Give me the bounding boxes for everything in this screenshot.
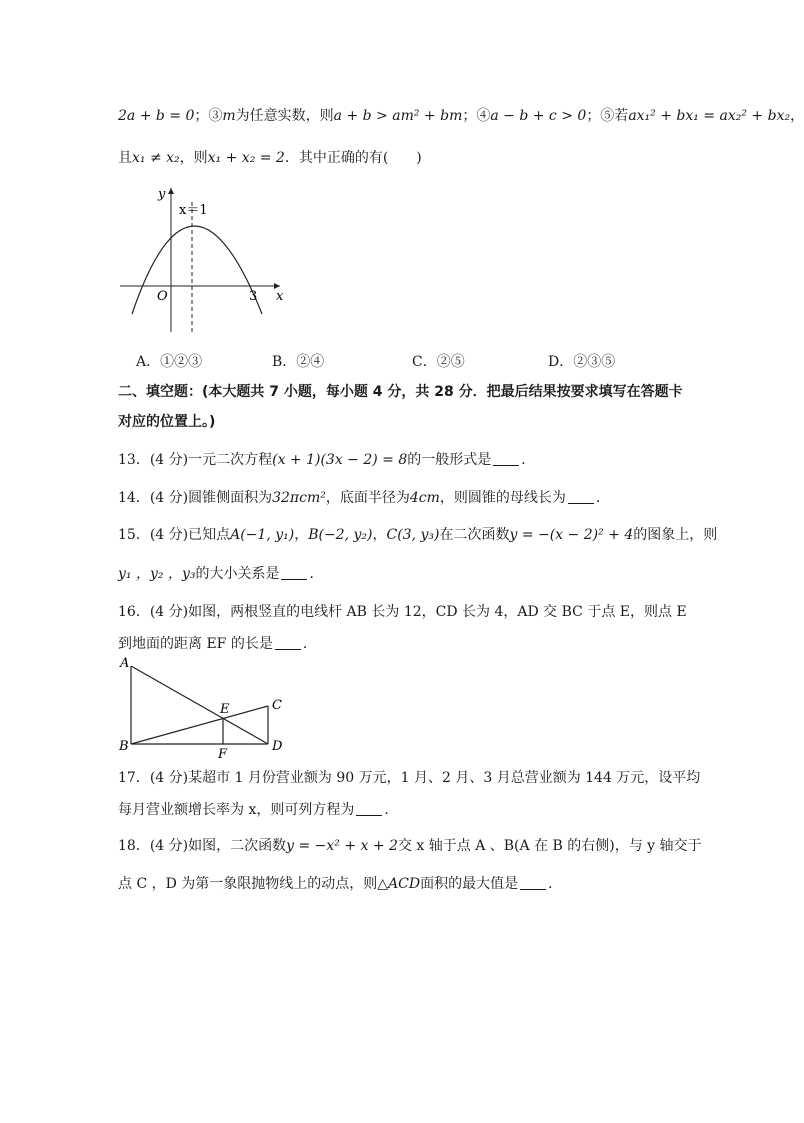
q12-sep2: ；④ — [462, 108, 491, 124]
q16-line2 — [118, 634, 317, 654]
q15-point-a: A(−1, y₁) — [230, 527, 295, 543]
q18-pre: 18．(4 分)如图，二次函数 — [118, 838, 287, 854]
q14-end: ． — [595, 490, 610, 506]
label-f: F — [218, 747, 228, 762]
option-a[interactable]: A．①②③ — [136, 354, 203, 370]
q16-line1: 16．(4 分)如图，两根竖直的电线杆 AB 长为 12，CD 长为 4，AD 交 BC 于点 E，则点 E — [118, 604, 687, 620]
q18-func: y = −x² + x + 2 — [286, 838, 398, 854]
segment-bc — [131, 706, 268, 744]
q12-cond3-expr: a + b > am² + bm — [333, 108, 463, 124]
q16-end: ． — [302, 636, 317, 652]
label-c: C — [272, 698, 282, 713]
segment-ad — [131, 666, 268, 744]
graph-axis-label: x＝1 — [179, 203, 208, 218]
section2-header-line1: 二、填空题：(本大题共 7 小题，每小题 4 分，共 28 分．把最后结果按要求填写在答题卡 — [118, 384, 683, 400]
q18-answer-blank[interactable] — [520, 875, 546, 890]
q17-answer-blank[interactable] — [356, 801, 382, 816]
q14-post: ，则圆锥的母线长为 — [439, 490, 566, 506]
label-a: A — [120, 656, 130, 671]
q12-cond2: 2a + b = 0 — [118, 108, 195, 124]
q12-line2-post: ．其中正确的有( ) — [284, 150, 422, 166]
graph-origin-label: O — [157, 289, 168, 304]
q15-end: ． — [309, 566, 324, 582]
parabola-curve — [132, 226, 262, 314]
q12-parabola-graph — [112, 182, 292, 342]
q12-line1: 2a + b = 0；③m为任意实数，则a + b > am² + bm；④a − b + c > 0；⑤若ax₁² + bx₁ = ax₂² + bx₂， — [118, 108, 804, 124]
q17-line2 — [118, 800, 398, 820]
q18-line2-pre: 点 C ，D 为第一象限抛物线上的动点，则 — [118, 876, 378, 892]
q12-cond4: a − b + c > 0 — [490, 108, 587, 124]
q14-answer-blank[interactable] — [568, 489, 594, 504]
q12-sep3: ；⑤若 — [586, 108, 629, 124]
label-e: E — [220, 702, 230, 717]
graph-tick-3: 3 — [249, 289, 258, 304]
option-d[interactable]: D．②③⑤ — [548, 354, 616, 370]
q12-sep1: ；③ — [194, 108, 223, 124]
section2-header-line2: 对应的位置上。) — [118, 414, 216, 430]
graph-y-label: y — [158, 187, 166, 202]
q14-radius: 4cm — [409, 490, 440, 506]
q14-mid: ，底面半径为 — [325, 490, 410, 506]
q15-point-c: C(3, y₃) — [386, 527, 440, 543]
q13-answer-blank[interactable] — [493, 451, 519, 466]
q15-post: 的图象上，则 — [633, 527, 718, 543]
label-b: B — [119, 739, 129, 754]
q13-pre: 13．(4 分)一元二次方程 — [118, 452, 273, 468]
q13-eq: (x + 1)(3x − 2) = 8 — [272, 452, 408, 468]
q15-line1: 15．(4 分)已知点A(−1, y₁)，B(−2, y₂)，C(3, y₃)在二次函数y = −(x − 2)² + 4的图象上，则 — [118, 527, 718, 543]
q12-cond3-var: m — [222, 108, 236, 124]
q12-cond5-expr: ax₁² + bx₁ = ax₂² + bx₂ — [628, 108, 791, 124]
q12-line2-pre: 且 — [118, 150, 132, 166]
q13-post: 的一般形式是 — [407, 452, 492, 468]
q18-line2 — [118, 874, 562, 894]
q12-line2 — [118, 148, 422, 168]
q12-line2-cond: x₁ ≠ x₂ — [132, 150, 180, 166]
graph-x-label: x — [276, 289, 284, 304]
q18-line2-post: 面积的最大值是 — [420, 876, 519, 892]
q17-line1: 17．(4 分)某超市 1 月份营业额为 90 万元，1 月、2 月、3 月总营业额为 144 万元，设平均 — [118, 770, 701, 786]
option-b[interactable]: B．②④ — [272, 354, 325, 370]
q15-func: y = −(x − 2)² + 4 — [509, 527, 634, 543]
q12-line2-mid: ，则 — [179, 150, 208, 166]
q12-cond3-text: 为任意实数，则 — [235, 108, 334, 124]
q16-figure — [114, 654, 294, 760]
q14-area: 32πcm² — [272, 490, 326, 506]
q16-line2-text: 到地面的距离 EF 的长是 — [118, 636, 273, 652]
q14-pre: 14．(4 分)圆锥侧面积为 — [118, 490, 273, 506]
q15-answer-blank[interactable] — [281, 565, 307, 580]
q15-line2-post: 的大小关系是 — [195, 566, 280, 582]
q18-end: ． — [548, 876, 563, 892]
q15-mid: 在二次函数 — [439, 527, 510, 543]
q14 — [118, 488, 610, 508]
q15-point-b: B(−2, y₂) — [308, 527, 373, 543]
q15-line2 — [118, 564, 323, 584]
q15-vars: y₁ ，y₂ ，y₃ — [118, 566, 196, 582]
q18-post: 交 x 轴于点 A 、B(A 在 B 的右侧)，与 y 轴交于 — [397, 838, 702, 854]
q17-end: ． — [384, 802, 399, 818]
q13 — [118, 450, 535, 470]
q15-pre: 15．(4 分)已知点 — [118, 527, 231, 543]
q17-line2-text: 每月营业额增长率为 x，则可列方程为 — [118, 802, 355, 818]
label-d: D — [272, 739, 283, 754]
q18-line1 — [118, 836, 702, 856]
q16-answer-blank[interactable] — [275, 635, 301, 650]
q18-triangle: △ACD — [377, 876, 421, 892]
q13-end: ． — [521, 452, 536, 468]
option-c[interactable]: C．②⑤ — [412, 354, 465, 370]
q12-line2-res: x₁ + x₂ = 2 — [207, 150, 285, 166]
